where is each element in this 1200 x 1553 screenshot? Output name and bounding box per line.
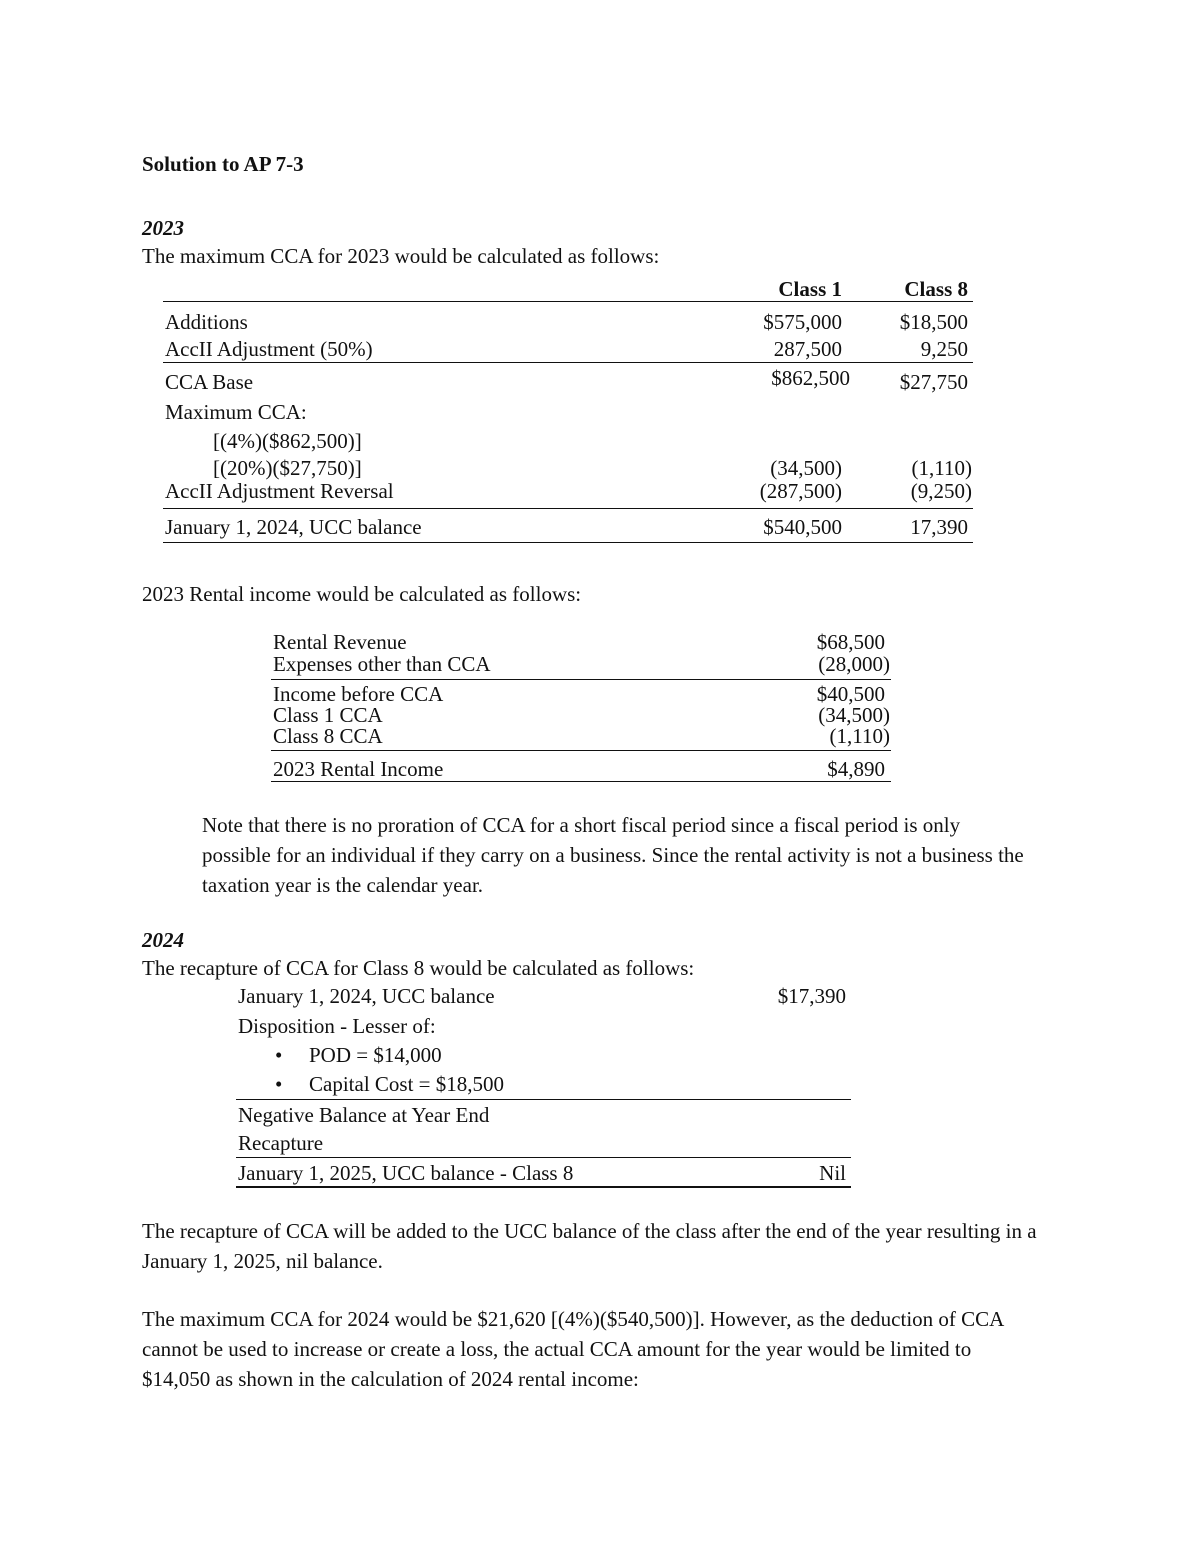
row-label: Recapture	[238, 1131, 324, 1155]
row-label: January 1, 2024, UCC balance	[165, 515, 422, 539]
recapture-intro: The recapture of CCA for Class 8 would be calculated as follows:	[142, 956, 695, 980]
row-label: Rental Revenue	[273, 630, 407, 654]
cell-class-8: $18,500	[899, 310, 968, 334]
section-heading-2023: 2023	[142, 216, 184, 240]
cell-class-8: 9,250	[920, 337, 968, 361]
bullet-item: Capital Cost = $18,500	[309, 1072, 505, 1096]
table-rule	[163, 362, 973, 363]
row-label: Maximum CCA:	[165, 400, 307, 424]
cca-2023-intro: The maximum CCA for 2023 would be calculated as follows:	[142, 244, 660, 268]
section-heading-2024: 2024	[142, 928, 184, 952]
table-rule	[236, 1099, 851, 1100]
row-label-indented: [(20%)($27,750)]	[213, 456, 362, 480]
row-label: Additions	[165, 310, 248, 334]
cell-class-8: 17,390	[910, 515, 968, 539]
cell-class-1: $540,500	[763, 515, 842, 539]
table-rule	[163, 542, 973, 543]
row-value: $40,500	[816, 682, 885, 706]
cell-class-1: (287,500)	[759, 479, 842, 503]
column-header-class-1: Class 1	[778, 277, 842, 301]
cell-class-8: $27,750	[899, 370, 968, 394]
table-rule	[271, 750, 891, 751]
bullet-glyph: •	[275, 1072, 283, 1096]
row-value: (1,110)	[829, 724, 890, 748]
cell-class-1: 287,500	[773, 337, 842, 361]
row-label: Class 1 CCA	[273, 703, 383, 727]
row-label: January 1, 2024, UCC balance	[238, 984, 495, 1008]
row-value: $4,890	[827, 757, 885, 781]
row-value: $68,500	[816, 630, 885, 654]
column-header-class-8: Class 8	[904, 277, 968, 301]
row-value: $17,390	[777, 984, 846, 1008]
row-value: (28,000)	[818, 652, 890, 676]
row-value: Nil	[819, 1161, 846, 1185]
table-rule-double	[236, 1186, 851, 1188]
table-rule	[271, 781, 891, 782]
bullet-glyph: •	[275, 1043, 283, 1067]
row-value: (34,500)	[818, 703, 890, 727]
row-label: Income before CCA	[273, 682, 444, 706]
row-label: Expenses other than CCA	[273, 652, 491, 676]
row-label: CCA Base	[165, 370, 254, 394]
row-label-indented: [(4%)($862,500)]	[213, 429, 362, 453]
table-rule	[163, 508, 973, 509]
table-rule	[163, 301, 973, 302]
table-rule	[236, 1157, 851, 1158]
page-title: Solution to AP 7-3	[142, 152, 304, 176]
row-label: AccII Adjustment Reversal	[165, 479, 394, 503]
table-rule	[271, 679, 891, 680]
bullet-item: POD = $14,000	[309, 1043, 442, 1067]
cell-class-1: $575,000	[763, 310, 842, 334]
row-label: Class 8 CCA	[273, 724, 383, 748]
max-cca-2024-paragraph: The maximum CCA for 2024 would be $21,620 [(4%)($540,500)]. However, as the deduction of CCA cannot be used to increase or create a loss, the actual CCA amount for the year would be limited to $14,050 as shown in the calculation of 2024 rental income:	[142, 1307, 1004, 1391]
recapture-paragraph: The recapture of CCA will be added to the UCC balance of the class after the end of the year resulting in a January 1, 2025, nil balance.	[142, 1219, 1037, 1273]
rental-2023-intro: 2023 Rental income would be calculated as follows:	[142, 582, 582, 606]
row-label: 2023 Rental Income	[273, 757, 444, 781]
cell-class-1: $862,500	[771, 366, 850, 390]
note-paragraph: Note that there is no proration of CCA for a short fiscal period since a fiscal period is only possible for an individual if they carry on a business. Since the rental activity is not a business the taxation year is the calendar year.	[202, 813, 1024, 897]
cell-class-8: (9,250)	[910, 479, 972, 503]
cell-class-1: (34,500)	[770, 456, 842, 480]
row-label: Disposition - Lesser of:	[238, 1014, 436, 1038]
row-label: Negative Balance at Year End	[238, 1103, 490, 1127]
row-label: AccII Adjustment (50%)	[165, 337, 373, 361]
row-label: January 1, 2025, UCC balance - Class 8	[238, 1161, 574, 1185]
cell-class-8: (1,110)	[911, 456, 972, 480]
